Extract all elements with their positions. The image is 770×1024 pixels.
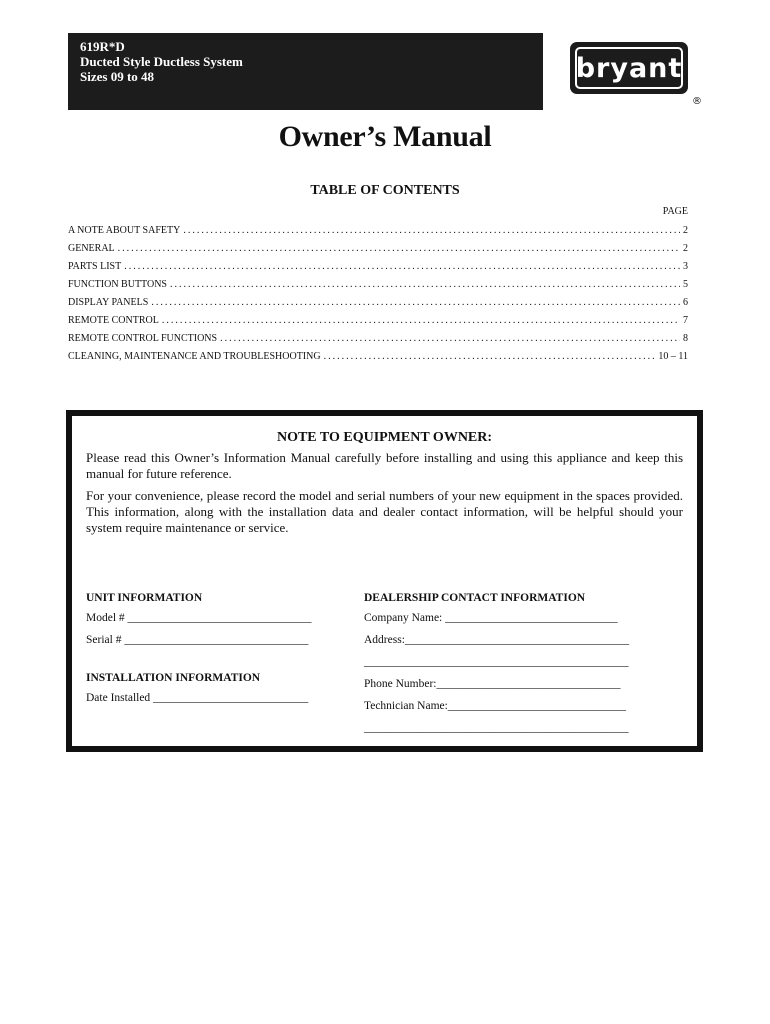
note-heading: NOTE TO EQUIPMENT OWNER:	[276, 430, 493, 445]
toc-entry-page: 7	[683, 315, 688, 326]
toc-leader	[170, 276, 680, 294]
toc-leader	[162, 312, 680, 330]
header-band	[68, 33, 543, 110]
page-title: Owner’s Manual	[278, 120, 492, 153]
toc-entry-label: FUNCTION BUTTONS	[68, 279, 167, 290]
toc-entry-page: 6	[683, 297, 688, 308]
toc-entry-page: 2	[683, 225, 688, 236]
toc-leader	[324, 348, 656, 366]
phone-number-field: Phone Number:________________________________	[364, 678, 621, 690]
toc-entry-label: PARTS LIST	[68, 261, 122, 272]
toc-entry	[68, 312, 688, 330]
note-paragraph-read-manual: Please read this Owner’s Information Manual carefully before installing and using this appliance and keep this manual for future reference.	[86, 450, 683, 481]
toc-entry	[68, 330, 688, 348]
toc-entry	[68, 294, 688, 312]
toc-entry-page: 10 – 11	[658, 351, 688, 362]
toc-entry-label: A NOTE ABOUT SAFETY	[68, 225, 181, 236]
model-number: 619R*D	[80, 39, 125, 54]
installation-info-heading: INSTALLATION INFORMATION	[86, 672, 261, 684]
unit-info-heading: UNIT INFORMATION	[86, 592, 203, 604]
address-line-2: ______________________________________________	[364, 656, 629, 668]
toc-leader	[118, 240, 680, 258]
company-name-field: Company Name: ______________________________	[364, 612, 618, 624]
toc-entry-page: 5	[683, 279, 688, 290]
bryant-logo	[570, 42, 688, 94]
toc-entry-page: 3	[683, 261, 688, 272]
toc-leader	[151, 294, 680, 312]
toc-entry-page: 8	[683, 333, 688, 344]
toc-entry-label: CLEANING, MAINTENANCE AND TROUBLESHOOTING	[68, 351, 321, 362]
toc-leader	[183, 222, 680, 240]
product-sizes: Sizes 09 to 48	[80, 69, 155, 84]
dealer-info-column	[364, 592, 684, 744]
toc-entry-label: GENERAL	[68, 243, 115, 254]
blank-line: ______________________________________________	[364, 722, 629, 734]
toc-leader	[220, 330, 680, 348]
toc-leader	[124, 258, 680, 276]
address-field: Address:_______________________________________	[364, 634, 630, 646]
toc-entry-label: REMOTE CONTROL	[68, 315, 159, 326]
unit-info-column	[86, 592, 356, 714]
dealer-info-heading: DEALERSHIP CONTACT INFORMATION	[364, 592, 586, 604]
toc-heading: TABLE OF CONTENTS	[310, 183, 460, 198]
registered-mark: ®	[692, 96, 702, 107]
toc-entry	[68, 258, 688, 276]
date-installed-field: Date Installed ___________________________	[86, 692, 309, 704]
toc-entry-page: 2	[683, 243, 688, 254]
toc-entry-label: REMOTE CONTROL FUNCTIONS	[68, 333, 218, 344]
toc-entry	[68, 348, 688, 366]
toc-page-label: PAGE	[662, 206, 688, 217]
toc-entry	[68, 222, 688, 240]
toc-entry	[68, 240, 688, 258]
technician-name-field: Technician Name:_______________________________	[364, 700, 627, 712]
toc-entry-label: DISPLAY PANELS	[68, 297, 149, 308]
owner-note-box	[66, 410, 703, 752]
product-description: Ducted Style Ductless System	[80, 54, 243, 69]
table-of-contents	[68, 222, 688, 366]
toc-entry	[68, 276, 688, 294]
serial-number-field: Serial # ________________________________	[86, 634, 309, 646]
note-paragraph-record-info: For your convenience, please record the model and serial numbers of your new equipment in the spaces provided. This information, along with the installation data and dealer contact information, will be helpful should your system require maintenance or service.	[86, 488, 683, 535]
model-number-field: Model # ________________________________	[86, 612, 312, 624]
logo-text: bryant	[575, 52, 683, 84]
logo-frame	[575, 47, 683, 89]
